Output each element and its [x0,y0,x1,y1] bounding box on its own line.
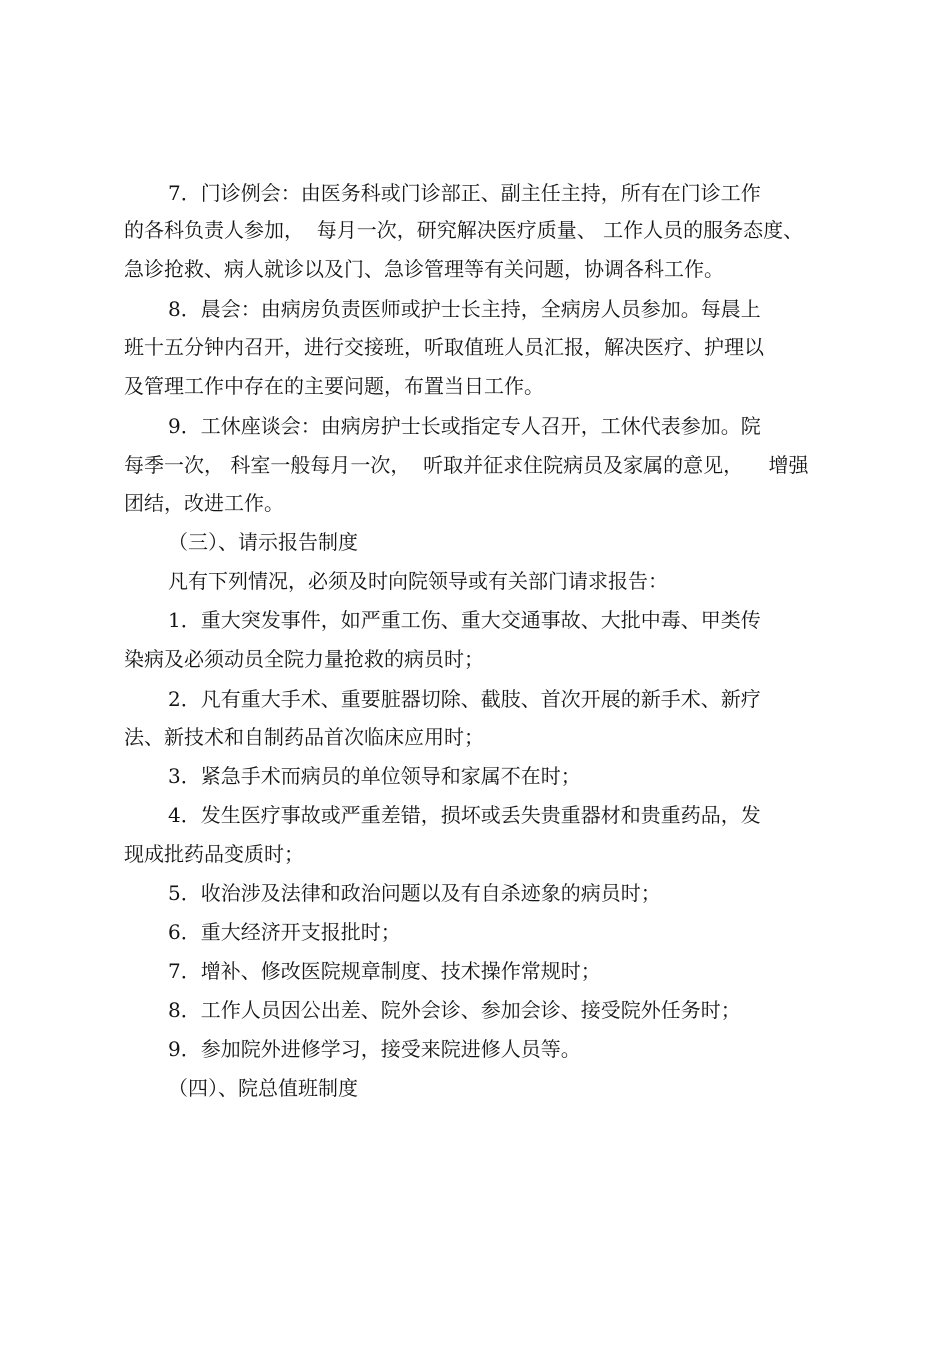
list-item: 7．增补、修改医院规章制度、技术操作常规时； [168,959,601,983]
section-heading: （四）、院总值班制度 [168,1076,358,1100]
list-item: 8．工作人员因公出差、院外会诊、参加会诊、接受院外任务时； [168,998,741,1022]
list-item: 3．紧急手术而病员的单位领导和家属不在时； [168,764,581,788]
list-item-continuation: 现成批药品变质时； [124,842,304,866]
paragraph-line: 7．门诊例会：由医务科或门诊部正、副主任主持，所有在门诊工作 [168,181,761,205]
paragraph-line: 每季一次， 科室一般每月一次， 听取并征求住院病员及家属的意见， 增强 [124,453,809,477]
list-item: 6．重大经济开支报批时； [168,920,401,944]
paragraph-line: 9．工休座谈会：由病房护士长或指定专人召开，工休代表参加。院 [168,414,761,438]
paragraph-line: 8．晨会：由病房负责医师或护士长主持，全病房人员参加。每晨上 [168,297,761,321]
list-item-continuation: 法、新技术和自制药品首次临床应用时； [124,725,484,749]
list-item: 9．参加院外进修学习，接受来院进修人员等。 [168,1037,581,1061]
paragraph-line: 班十五分钟内召开，进行交接班，听取值班人员汇报，解决医疗、护理以 [124,335,764,359]
list-item: 5．收治涉及法律和政治问题以及有自杀迹象的病员时； [168,881,661,905]
paragraph-line: 的各科负责人参加， 每月一次，研究解决医疗质量、 工作人员的服务态度、 [124,218,804,242]
paragraph-line: 急诊抢救、病人就诊以及门、急诊管理等有关问题，协调各科工作。 [124,257,724,281]
paragraph-line: 团结，改进工作。 [124,491,284,515]
section-heading: （三）、请示报告制度 [168,530,358,554]
paragraph-line: 及管理工作中存在的主要问题，布置当日工作。 [124,374,544,398]
list-item: 1．重大突发事件，如严重工伤、重大交通事故、大批中毒、甲类传 [168,608,761,632]
list-item: 2．凡有重大手术、重要脏器切除、截肢、首次开展的新手术、新疗 [168,687,761,711]
list-item: 4．发生医疗事故或严重差错，损坏或丢失贵重器材和贵重药品，发 [168,803,761,827]
list-item-continuation: 染病及必须动员全院力量抢救的病员时； [124,647,484,671]
paragraph-line: 凡有下列情况，必须及时向院领导或有关部门请求报告： [168,569,668,593]
